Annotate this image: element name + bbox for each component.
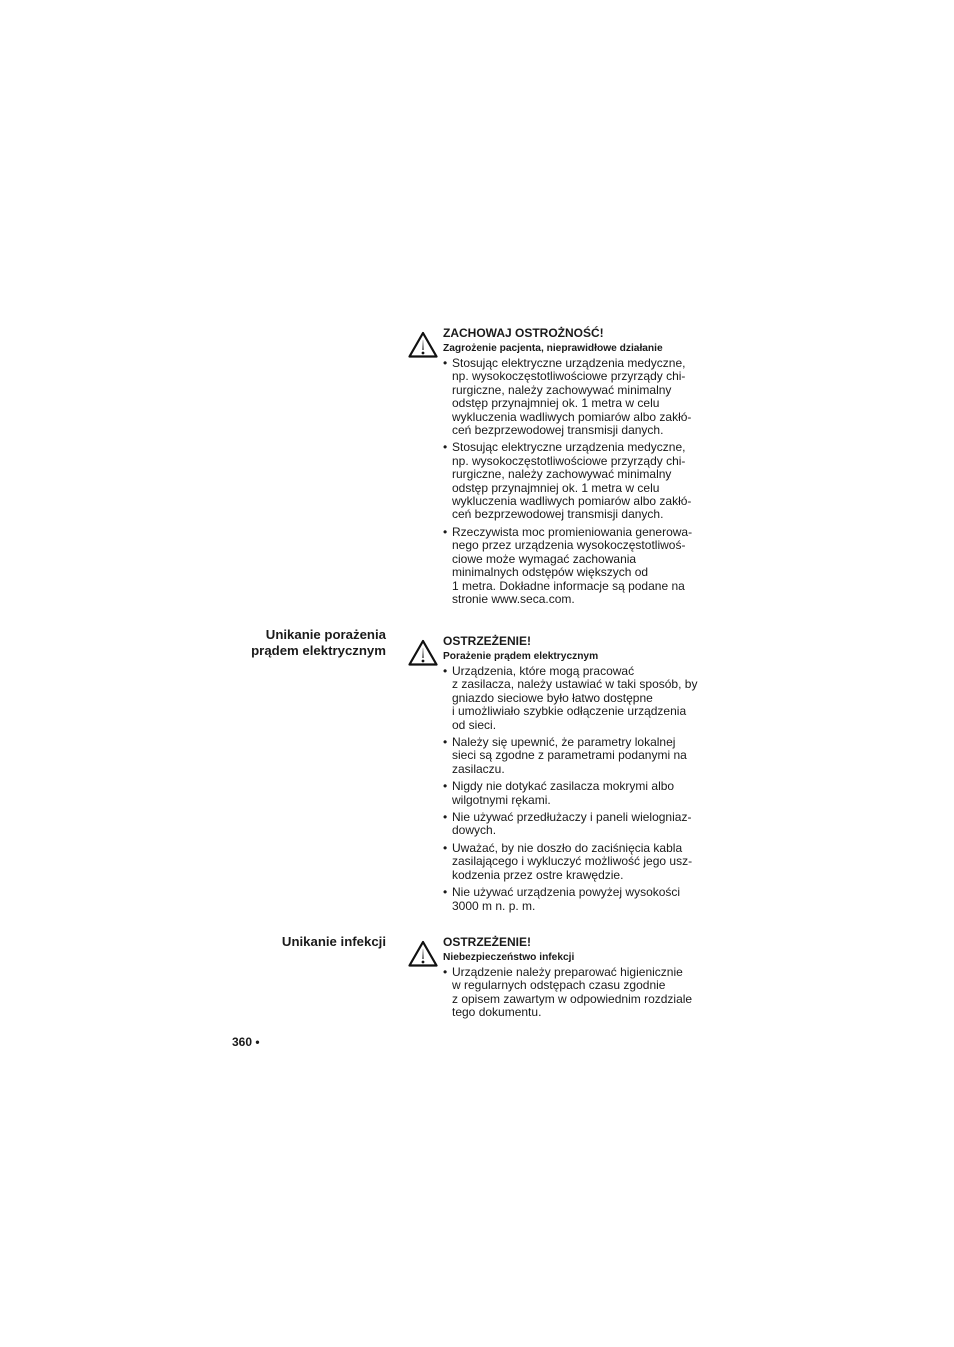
- list-item: • Urządzenia, które mogą pracować z zasilacza, należy ustawiać w taki sposób, by gniazdo sieciowe było łatwo dostępne i umożliwiało szybkie odłączenie urządzenia od sieci.: [443, 665, 708, 732]
- caution-block: [408, 326, 708, 610]
- list-item: • Urządzenie należy preparować higienicznie w regularnych odstępach czasu zgodnie z opisem zawartym w odpowiednim rozdziale tego dokumentu.: [443, 966, 708, 1020]
- bullet-list: [443, 966, 708, 1020]
- warning-title: OSTRZEŻENIE!: [443, 935, 532, 949]
- list-item: • Nie używać urządzenia powyżej wysokości 3000 m n. p. m.: [443, 886, 708, 913]
- list-item: • Należy się upewnić, że parametry lokalnej sieci są zgodne z parametrami podanymi na zasilaczu.: [443, 736, 708, 776]
- warning-triangle-icon: [408, 331, 438, 358]
- list-item: • Rzeczywista moc promieniowania generowa- nego przez urządzenia wysokoczęstotliwoś- ciowe może wymagać zachowania minimalnych odstępów większych od 1 metra. Dokładne informacje są podane na stronie www.seca.com.: [443, 526, 708, 606]
- warning-subtitle: Porażenie prądem elektrycznym: [443, 651, 599, 662]
- warning-triangle-icon: [408, 639, 438, 666]
- warning-subtitle: Niebezpieczeństwo infekcji: [443, 952, 575, 963]
- warning-block-infection: [408, 935, 708, 1024]
- section-heading-infection: Unikanie infekcji: [281, 934, 386, 949]
- section-heading-electric-shock: Unikanie porażenia prądem elektrycznym: [251, 627, 386, 658]
- warning-title: OSTRZEŻENIE!: [443, 634, 532, 648]
- page-number: 360 •: [232, 1035, 260, 1049]
- warning-triangle-icon: [408, 940, 438, 967]
- caution-title: ZACHOWAJ OSTROŻNOŚĆ!: [443, 326, 604, 340]
- list-item: • Uważać, by nie doszło do zaciśnięcia kabla zasilającego i wykluczyć możliwość jego usz- kodzenia przez ostre krawędzie.: [443, 842, 708, 882]
- caution-subtitle: Zagrożenie pacjenta, nieprawidłowe działanie: [443, 343, 663, 354]
- list-item: • Nie używać przedłużaczy i paneli wielogniaz- dowych.: [443, 811, 708, 838]
- warning-block-electric: [408, 634, 708, 917]
- bullet-list: [443, 665, 708, 913]
- list-item: • Stosując elektryczne urządzenia medyczne, np. wysokoczęstotliwościowe przyrządy chi- rurgiczne, należy zachowywać minimalny odstęp przynajmniej ok. 1 metra w celu wykluczenia wadliwych pomiarów albo zakłó- ceń bezprzewodowej transmisji danych.: [443, 357, 708, 437]
- bullet-list: [443, 357, 708, 606]
- list-item: • Stosując elektryczne urządzenia medyczne, np. wysokoczęstotliwościowe przyrządy chi- rurgiczne, należy zachowywać minimalny odstęp przynajmniej ok. 1 metra w celu wykluczenia wadliwych pomiarów albo zakłó- ceń bezprzewodowej transmisji danych.: [443, 441, 708, 521]
- list-item: • Nigdy nie dotykać zasilacza mokrymi albo wilgotnymi rękami.: [443, 780, 708, 807]
